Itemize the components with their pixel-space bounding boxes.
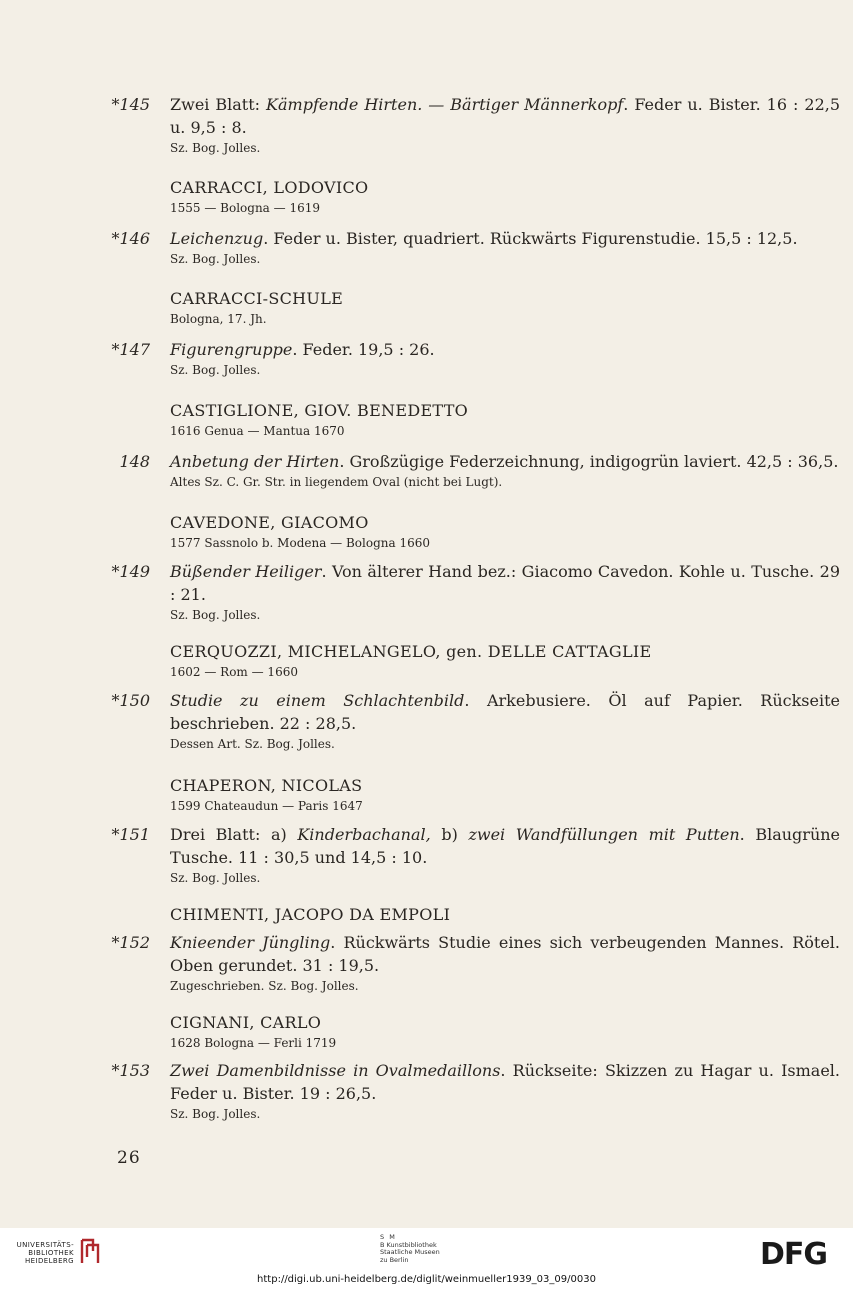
entry-number: *151	[111, 825, 150, 844]
entry-provenance: Sz. Bog. Jolles.	[170, 141, 261, 155]
ub-heidelberg-label[interactable]: UNIVERSITÄTS- BIBLIOTHEK HEIDELBERG	[16, 1241, 74, 1265]
permalink-url[interactable]: http://digi.ub.uni-heidelberg.de/diglit/weinmueller1939_03_09/0030	[257, 1274, 596, 1285]
artist-name: CARRACCI-SCHULE	[170, 289, 344, 308]
entry-number: *145	[111, 95, 150, 114]
entry-description: Zwei Blatt: Kämpfende Hirten. — Bärtiger Männerkopf. Feder u. Bister. 16 : 22,5 u. 9,5 : 8.	[170, 95, 841, 137]
artist-name: CIGNANI, CARLO	[170, 1013, 322, 1032]
artist-dates: 1616 Genua — Mantua 1670	[170, 424, 345, 438]
entry-description: Studie zu einem Schlachtenbild. Arkebusiere. Öl auf Papier. Rückseite beschrieben. 22 : 28,5.	[170, 691, 840, 733]
artist-name: CAVEDONE, GIACOMO	[170, 513, 369, 532]
entry-description: Zwei Damenbildnisse in Ovalmedaillons. Rückseite: Skizzen zu Hagar u. Ismael. Feder u. Bister. 19 : 26,5.	[170, 1061, 841, 1103]
entry-number: *153	[111, 1061, 150, 1080]
ub-heidelberg-logo-icon[interactable]	[79, 1237, 101, 1265]
entry-number: *146	[111, 229, 150, 248]
artist-name: CERQUOZZI, MICHELANGELO, gen. DELLE CATTAGLIE	[170, 642, 652, 661]
artist-dates: 1628 Bologna — Ferli 1719	[170, 1036, 337, 1050]
entry-description: Figurengruppe. Feder. 19,5 : 26.	[170, 340, 435, 359]
entry-number: 148	[119, 452, 150, 471]
artist-name: CARRACCI, LODOVICO	[170, 178, 369, 197]
entry-provenance: Zugeschrieben. Sz. Bog. Jolles.	[170, 979, 359, 993]
artist-name: CHIMENTI, JACOPO DA EMPOLI	[170, 905, 451, 924]
entry-description: Knieender Jüngling. Rückwärts Studie eines sich verbeugenden Mannes. Rötel. Oben gerundet. 31 : 19,5.	[170, 933, 841, 975]
artist-dates: 1599 Chateaudun — Paris 1647	[170, 799, 363, 813]
digitization-footer	[0, 1228, 853, 1290]
entry-provenance: Sz. Bog. Jolles.	[170, 1107, 261, 1121]
entry-provenance: Sz. Bog. Jolles.	[170, 608, 261, 622]
entry-description: Anbetung der Hirten. Großzügige Federzeichnung, indigogrün laviert. 42,5 : 36,5.	[170, 452, 839, 471]
entry-provenance: Altes Sz. C. Gr. Str. in liegendem Oval (nicht bei Lugt).	[170, 475, 503, 489]
page-number: 26	[117, 1148, 141, 1168]
entry-number: *147	[111, 340, 150, 359]
entry-provenance: Sz. Bog. Jolles.	[170, 871, 261, 885]
artist-dates: 1602 — Rom — 1660	[170, 665, 298, 679]
artist-name: CASTIGLIONE, GIOV. BENEDETTO	[170, 401, 469, 420]
entry-description: Drei Blatt: a) Kinderbachanal, b) zwei Wandfüllungen mit Putten. Blaugrüne Tusche. 11 : 30,5 und 14,5 : 10.	[170, 825, 841, 867]
artist-name: CHAPERON, NICOLAS	[170, 776, 363, 795]
kunstbibliothek-label[interactable]: S M B Kunstbibliothek Staatliche Museen zu Berlin	[380, 1233, 440, 1264]
entry-number: *152	[111, 933, 150, 952]
dfg-logo[interactable]: DFG	[760, 1237, 828, 1272]
entry-provenance: Sz. Bog. Jolles.	[170, 363, 261, 377]
entry-number: *149	[111, 562, 150, 581]
artist-dates: Bologna, 17. Jh.	[170, 312, 267, 326]
artist-dates: 1555 — Bologna — 1619	[170, 201, 321, 215]
entry-description: Leichenzug. Feder u. Bister, quadriert. Rückwärts Figurenstudie. 15,5 : 12,5.	[170, 229, 798, 248]
artist-dates: 1577 Sassnolo b. Modena — Bologna 1660	[170, 536, 431, 550]
entry-provenance: Dessen Art. Sz. Bog. Jolles.	[170, 737, 335, 751]
entry-provenance: Sz. Bog. Jolles.	[170, 252, 261, 266]
entry-number: *150	[111, 691, 150, 710]
entry-description: Büßender Heiliger. Von älterer Hand bez.: Giacomo Cavedon. Kohle u. Tusche. 29 : 21.	[170, 562, 841, 604]
